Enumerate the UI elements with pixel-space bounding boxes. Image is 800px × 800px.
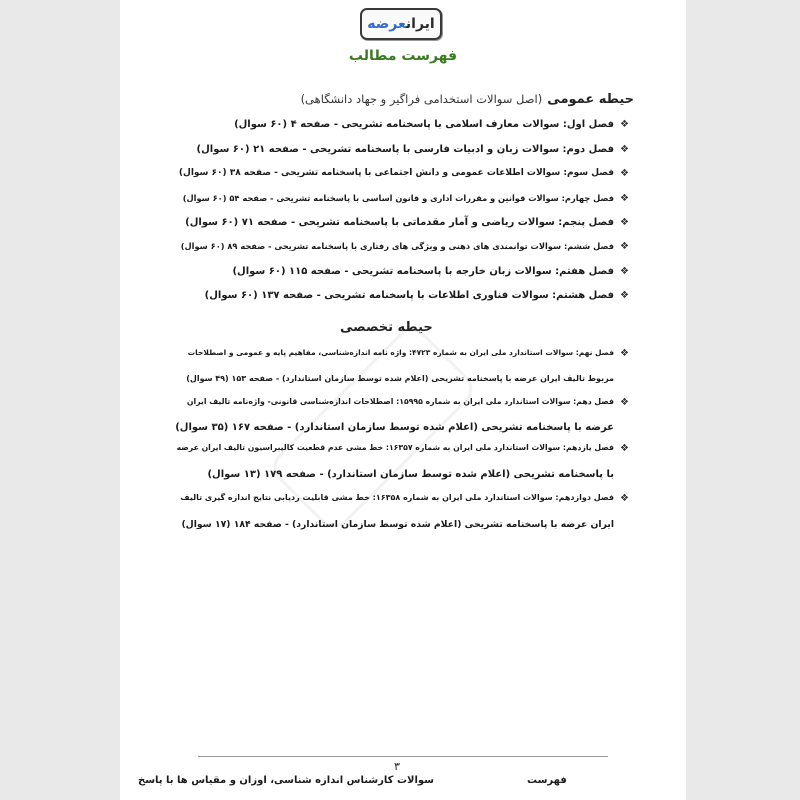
toc-title: فهرست مطالب <box>348 48 458 64</box>
logo-text-main: ایران <box>405 16 435 32</box>
bullet-icon: ❖ <box>620 193 629 204</box>
general-section-heading <box>301 88 634 107</box>
toc-item-line2: با پاسخنامه تشریحی (اعلام شده توسط سازمان استاندارد) - صفحه ۱۷۹ (۱۳ سوال) <box>207 469 614 480</box>
logo <box>360 8 442 40</box>
bullet-icon: ❖ <box>620 290 629 301</box>
toc-item-line2: عرضه با پاسخنامه تشریحی (اعلام شده توسط سازمان استاندارد) - صفحه ۱۶۷ (۳۵ سوال) <box>175 422 614 433</box>
toc-item-line2: مربوط تالیف ایران عرضه با پاسخنامه تشریحی (اعلام شده توسط سازمان استاندارد) - صفحه ۱۵۳ (۴۹ سوال) <box>186 374 614 383</box>
bullet-icon: ❖ <box>620 168 629 179</box>
footer-section-label: فهرست <box>527 775 567 786</box>
toc-item: فصل اول: سوالات معارف اسلامی با پاسخنامه تشریحی - صفحه ۴ (۶۰ سوال) <box>234 119 614 130</box>
toc-item-line1: فصل دوازدهم: سوالات استاندارد ملی ایران به شماره ۱۶۳۵۸: خط مشی قابلیت ردیابی نتایج اندازه گیری تالیف <box>180 493 614 502</box>
logo-text <box>367 16 434 32</box>
bullet-icon: ❖ <box>620 443 629 454</box>
toc-item: فصل ششم: سوالات توانمندی های ذهنی و ویژگی های رفتاری با پاسخنامه تشریحی - صفحه ۸۹ (۶۰ سوال) <box>180 241 614 251</box>
bullet-icon: ❖ <box>620 119 629 130</box>
toc-item: فصل سوم: سوالات اطلاعات عمومی و دانش اجتماعی با پاسخنامه تشریحی - صفحه ۳۸ (۶۰ سوال) <box>178 168 614 178</box>
bullet-icon: ❖ <box>620 241 629 252</box>
toc-item-line1: فصل نهم: سوالات استاندارد ملی ایران به شماره ۴۷۲۳: واژه نامه اندازه‌شناسی، مفاهیم پایه و عمومی و اصطلاحات <box>187 348 614 357</box>
specialized-heading-main: حیطه تخصصی <box>340 320 433 335</box>
bullet-icon: ❖ <box>620 266 629 277</box>
toc-item-line1: فصل یازدهم: سوالات استاندارد ملی ایران به شماره ۱۶۳۵۷: خط مشی عدم قطعیت کالیبراسیون تالیف ایران عرضه <box>176 443 614 452</box>
toc-item: فصل هفتم: سوالات زبان خارجه با پاسخنامه تشریحی - صفحه ۱۱۵ (۶۰ سوال) <box>232 266 614 277</box>
specialized-section-heading <box>340 316 433 335</box>
page-number: ۳ <box>394 760 400 773</box>
general-heading-main: حیطه عمومی <box>547 92 634 107</box>
bullet-icon: ❖ <box>620 397 629 408</box>
bullet-icon: ❖ <box>620 493 629 504</box>
bullet-icon: ❖ <box>620 348 629 359</box>
footer-divider <box>198 756 608 757</box>
toc-item: فصل دوم: سوالات زبان و ادبیات فارسی با پاسخنامه تشریحی - صفحه ۲۱ (۶۰ سوال) <box>196 144 614 155</box>
bullet-icon: ❖ <box>620 217 629 228</box>
toc-item: فصل هشتم: سوالات فناوری اطلاعات با پاسخنامه تشریحی - صفحه ۱۳۷ (۶۰ سوال) <box>204 290 614 301</box>
footer-book-title: سوالات کارشناس اندازه شناسی، اوزان و مقیاس ها با پاسخ <box>138 775 434 786</box>
bullet-icon: ❖ <box>620 144 629 155</box>
logo-text-accent: عرضه <box>367 16 406 32</box>
toc-item-line2: ایران عرضه با پاسخنامه تشریحی (اعلام شده توسط سازمان استاندارد) - صفحه ۱۸۴ (۱۷ سوال) <box>181 519 614 530</box>
toc-item: فصل پنجم: سوالات ریاضی و آمار مقدماتی با پاسخنامه تشریحی - صفحه ۷۱ (۶۰ سوال) <box>185 217 614 228</box>
toc-item: فصل چهارم: سوالات قوانین و مقررات اداری و قانون اساسی با پاسخنامه تشریحی - صفحه ۵۴ (۶۰ سوال) <box>182 193 614 203</box>
general-heading-sub: (اصل سوالات استخدامی فراگیر و جهاد دانشگاهی) <box>300 92 543 106</box>
toc-item-line1: فصل دهم: سوالات استاندارد ملی ایران به شماره ۱۵۹۹۵: اصطلاحات اندازه‌شناسی قانونی- واژه‌نامه تالیف ایران <box>186 397 614 406</box>
